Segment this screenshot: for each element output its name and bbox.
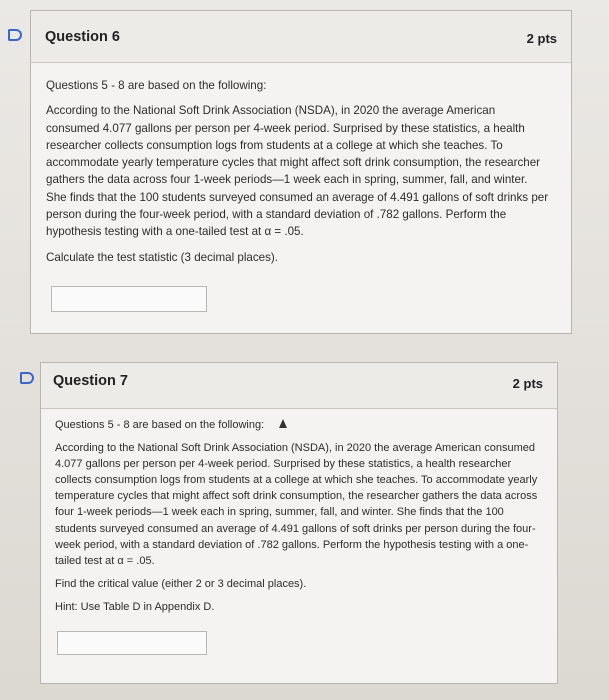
question-7-passage: According to the National Soft Drink Association (NSDA), in 2020 the average American consumed 4.077 gallons per person per 4-week period. Surprised by these statistics, a health researcher collects consumption logs from students at a college at which she teaches. To accommodate yearly temperature cycles that might affect soft drink consumption, the researcher gathers the data across four 1-week periods—1 week each in spring, summer, fall, and winter. She finds that the 100 students surveyed consumed an average of 4.491 gallons of soft drinks per person during the four-week period, with a standard deviation of .782 gallons. Perform the hypothesis testing with a one-tailed test at α = .05. [55,442,538,567]
question-6-card [30,10,572,334]
question-7-header [41,363,557,409]
flag-question-icon[interactable] [8,29,22,41]
question-6-prompt: Calculate the test statistic (3 decimal places). [46,250,278,264]
question-6-passage: According to the National Soft Drink Association (NSDA), in 2020 the average American consumed 4.077 gallons per person per 4-week period. Surprised by these statistics, a health researcher collects consumption logs from students at a college at which she teaches. To accommodate yearly temperature cycles that might affect soft drink consumption, the researcher gathers the data across four 1-week periods—1 week each in spring, summer, fall, and winter. She finds that the 100 students surveyed consumed an average of 4.491 gallons of soft drinks per person during the four-week period, with a standard deviation of .782 gallons. Perform the hypothesis testing with a one-tailed test at α = .05. [46,104,549,239]
mouse-cursor-icon [279,419,287,428]
question-7-intro: Questions 5 - 8 are based on the following: [55,419,265,431]
flag-question-icon[interactable] [20,372,34,384]
question-7-answer-input[interactable] [57,631,207,655]
question-6-header [31,11,571,63]
question-7-body [55,417,539,615]
question-7-card [40,362,558,684]
question-7-points: 2 pts [512,376,543,391]
question-6-body [46,77,551,266]
question-6-intro: Questions 5 - 8 are based on the following: [46,79,267,92]
question-6-title: Question 6 [45,29,120,45]
question-7-title: Question 7 [53,373,128,389]
question-7-hint: Hint: Use Table D in Appendix D. [55,600,215,613]
question-6-answer-input[interactable] [51,286,207,312]
question-6-points: 2 pts [526,31,557,46]
question-7-prompt: Find the critical value (either 2 or 3 decimal places). [55,577,307,590]
